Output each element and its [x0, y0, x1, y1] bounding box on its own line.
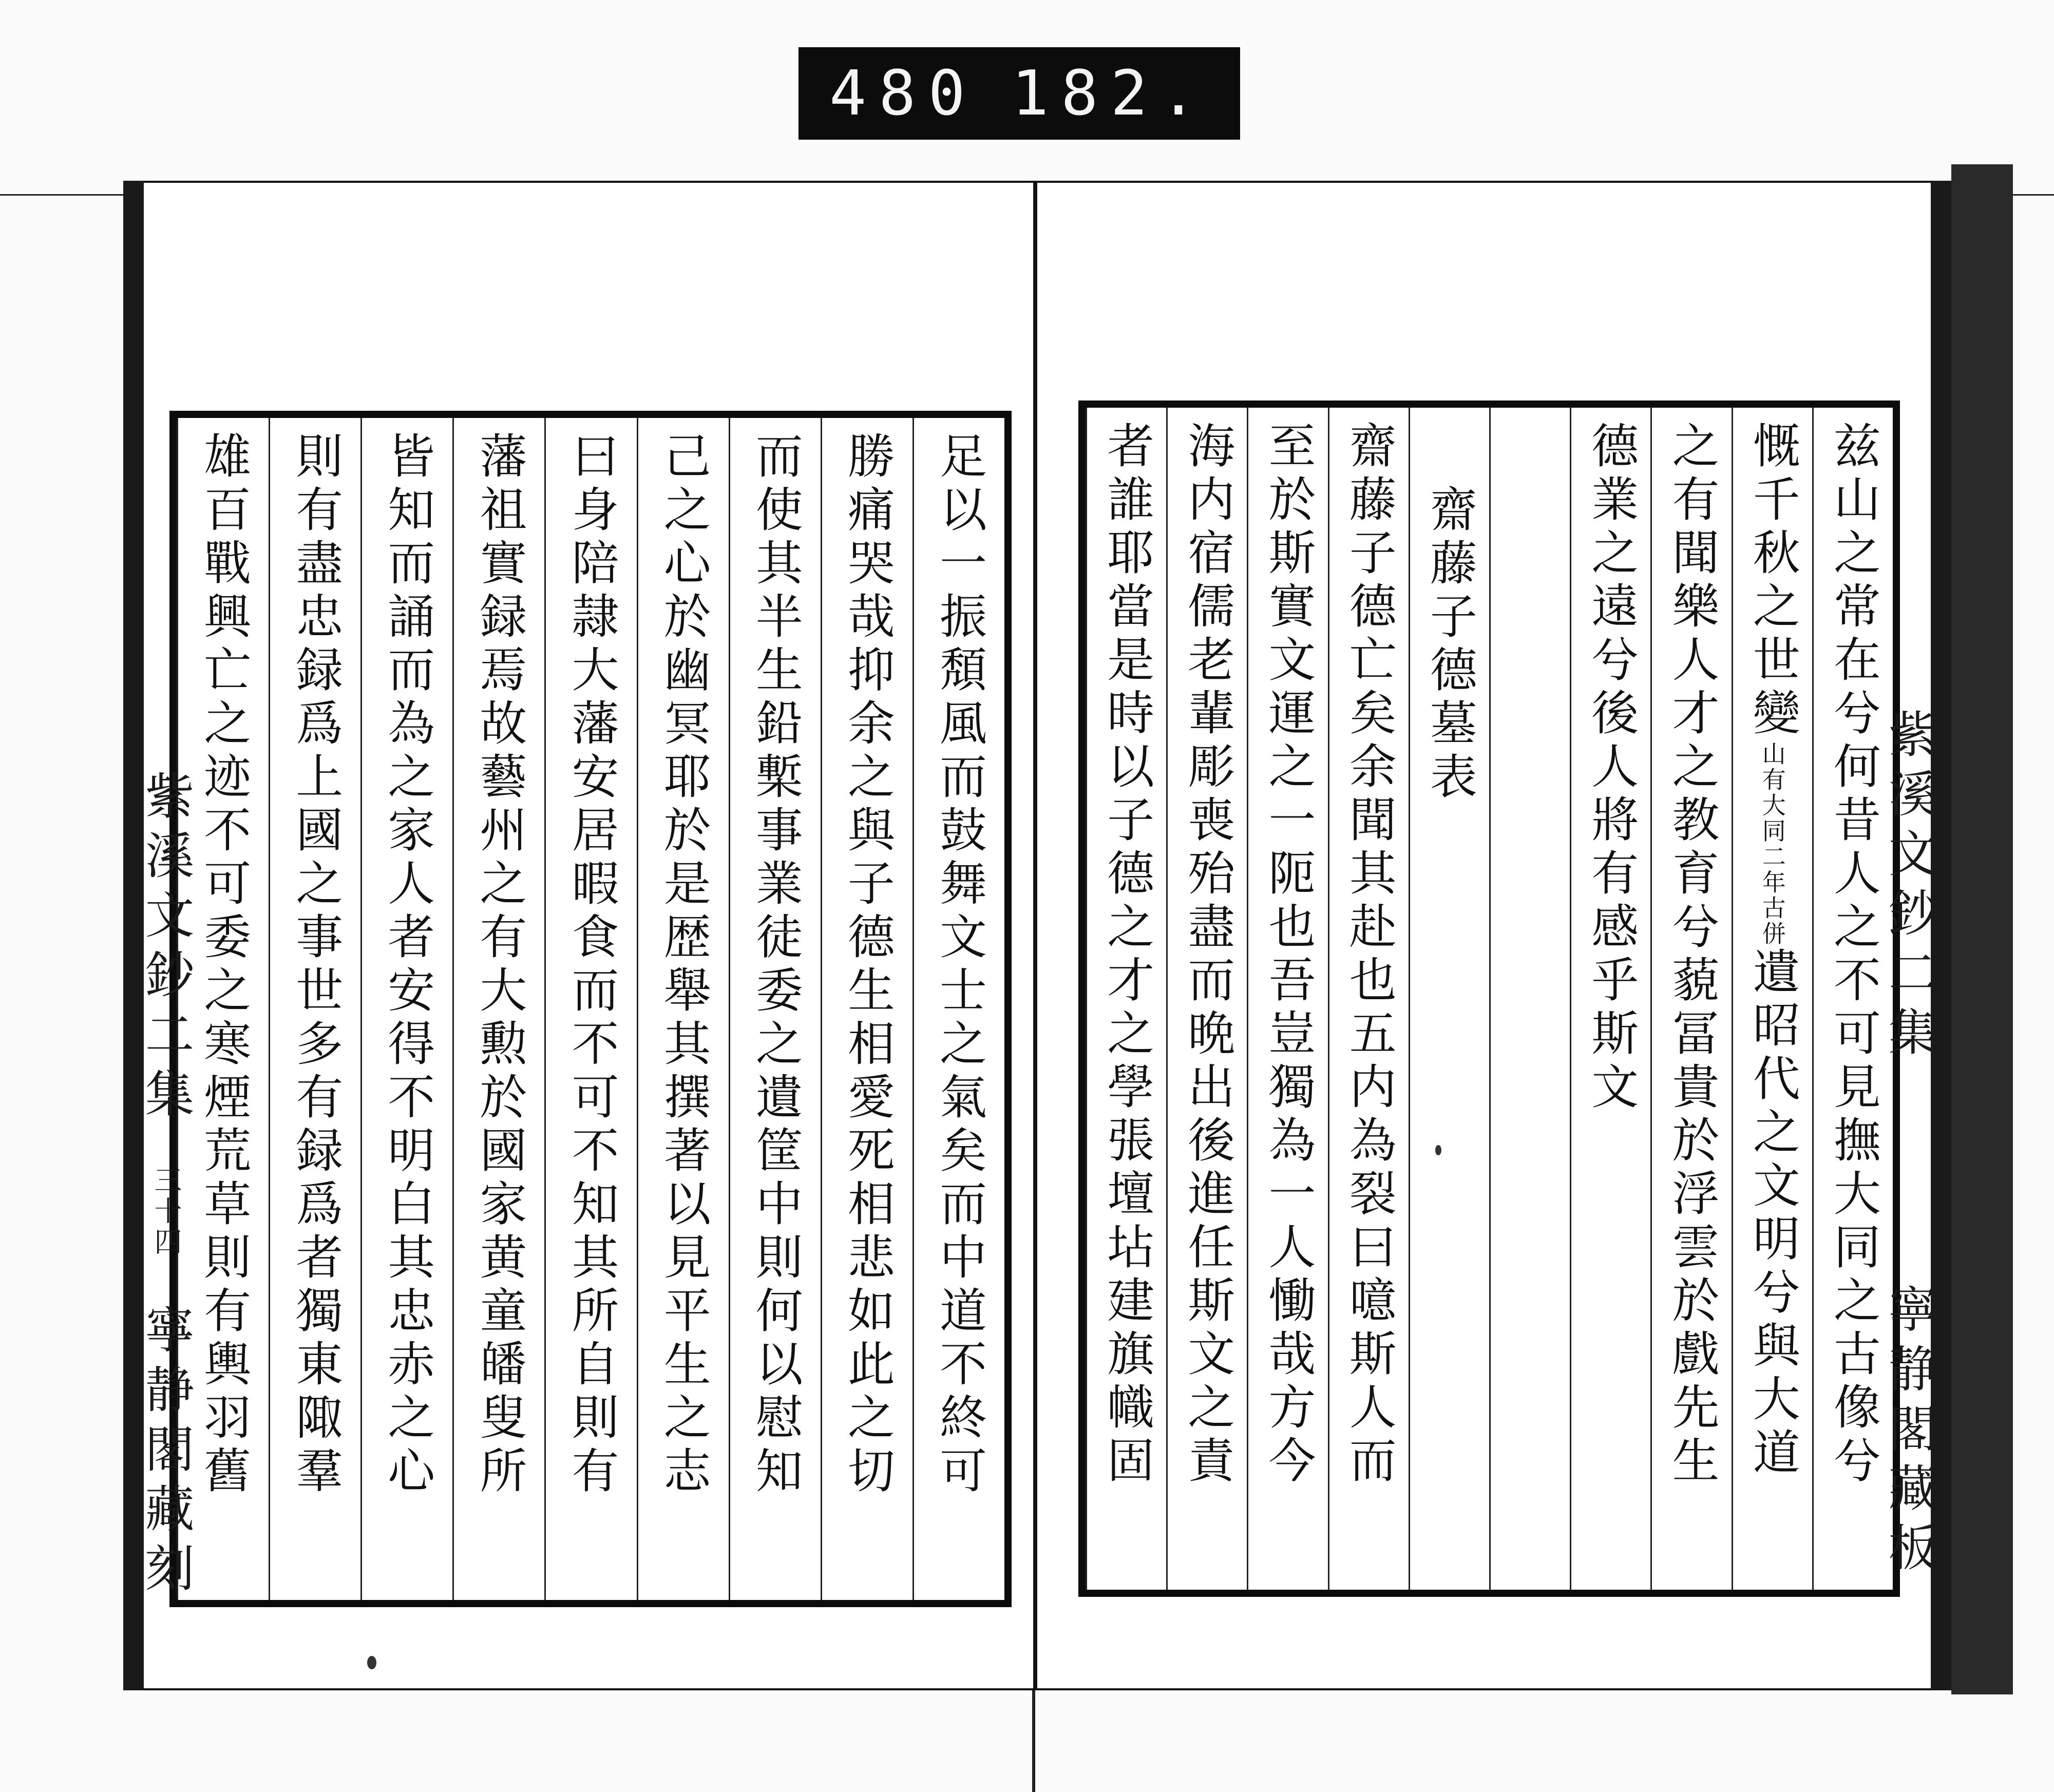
- frame-number-left: 480: [829, 58, 978, 129]
- text-column: 海内宿儒老輩彫喪殆盡而晩出後進任斯文之責: [1166, 408, 1247, 1590]
- column-annotation: 山有大同二年古併: [1758, 741, 1786, 947]
- text-column: 勝痛哭哉抑余之與子德生相愛死相悲如此之切: [821, 418, 912, 1600]
- text-column: 兹山之常在兮何昔人之不可見撫大同之古像兮: [1812, 408, 1893, 1590]
- column-main: 慨千秋之世變: [1745, 421, 1800, 741]
- column-continuation: 遺昭代之文明兮與大道: [1745, 947, 1800, 1481]
- frame-number-right: 182.: [1012, 58, 1209, 129]
- ink-speck: [1435, 1145, 1441, 1155]
- right-text-block: [1078, 401, 1900, 1597]
- text-column: 曰身陪隷大藩安居暇食而不可不知其所自則有: [544, 418, 636, 1600]
- text-column: 皆知而誦而為之家人者安得不明白其忠赤之心: [360, 418, 452, 1600]
- text-column: 足以一振頽風而鼓舞文士之氣矣而中道不終可: [912, 418, 1004, 1600]
- left-text-columns: [177, 418, 1004, 1600]
- ink-speck: [367, 1656, 376, 1669]
- text-column: 至於斯實文運之一阨也吾豈獨為一人慟哉方今: [1247, 408, 1327, 1590]
- text-column: 者誰耶當是時以子德之才之學張壇坫建旗幟固: [1086, 408, 1166, 1590]
- right-margin-printer: 寧静閣藏板: [1880, 1284, 1938, 1581]
- text-column: 雄百戰興亡之迹不可委之寒煙荒草則有輿羽舊: [177, 418, 269, 1600]
- text-column: 而使其半生鉛槧事業徒委之遺筐中則何以慰知: [729, 418, 821, 1600]
- text-column: 己之心於幽冥耶於是歴舉其撰著以見平生之志: [637, 418, 729, 1600]
- left-margin-title: 紫溪文鈔二集: [137, 770, 195, 1128]
- section-title: 齋藤子德墓表: [1409, 408, 1489, 1590]
- right-margin-title: 紫溪文鈔二集: [1880, 709, 1938, 1066]
- blank-column: [1489, 408, 1570, 1590]
- text-column: 之有聞樂人才之教育兮藐冨貴於浮雲於戲先生: [1650, 408, 1731, 1590]
- text-column: 則有盡忠録爲上國之事世多有録爲者獨東陬羣: [269, 418, 360, 1600]
- left-margin-printer: 寧静閣藏刻: [137, 1304, 195, 1602]
- left-text-block: [169, 411, 1012, 1607]
- text-column: 齋藤子德亡矣余聞其赴也五内為裂曰噫斯人而: [1328, 408, 1409, 1590]
- right-text-columns: [1086, 408, 1893, 1590]
- text-column: 藩祖實録焉故藝州之有大勲於國家黄童皤叟所: [452, 418, 544, 1600]
- text-column: [1732, 408, 1812, 1590]
- text-column: 德業之遠兮後人將有感乎斯文: [1570, 408, 1650, 1590]
- next-leaf-edge: [1951, 164, 2013, 1694]
- left-margin-page-number: 三十四: [150, 1166, 182, 1258]
- frame-number-plate: [798, 47, 1240, 140]
